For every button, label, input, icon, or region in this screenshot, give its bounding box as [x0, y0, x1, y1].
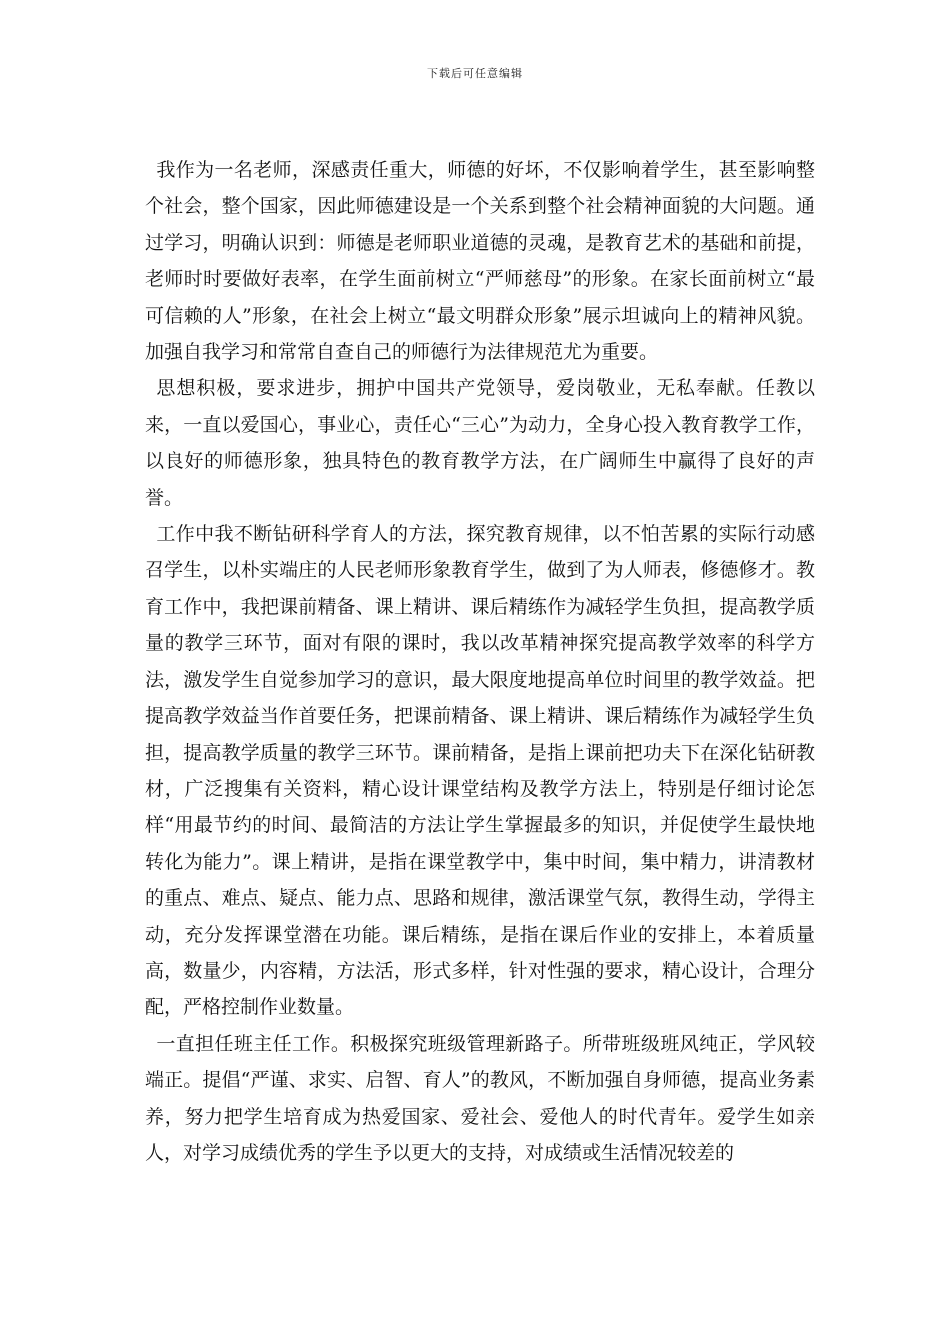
paragraph-1: 我作为一名老师，深感责任重大，师德的好坏，不仅影响着学生，甚至影响整个社会，整个国家，因此师德建设是一个关系到整个社会精神面貌的大问题。通过学习，明确认识到：师德是老师职业道德的灵魂，是教育艺术的基础和前提，老师时时要做好表率，在学生面前树立“严师慈母”的形象。在家长面前树立“最可信赖的人”形象，在社会上树立“最文明群众形象”展示坦诚向上的精神风貌。加强自我学习和常常自查自己的师德行为法律规范尤为重要。	[145, 159, 815, 364]
header-note: 下载后可任意编辑	[427, 67, 523, 80]
document-body	[145, 152, 815, 1171]
paragraph-4: 一直担任班主任工作。积极探究班级管理新路子。所带班级班风纯正，学风较端正。提倡“严谨、求实、启智、育人”的教风，不断加强自身师德，提高业务素养，努力把学生培育成为热爱国家、爱社会、爱他人的时代青年。爱学生如亲人，对学习成绩优秀的学生予以更大的支持，对成绩或生活情况较差的	[145, 1032, 815, 1164]
paragraph-3: 工作中我不断钻研科学育人的方法，探究教育规律，以不怕苦累的实际行动感召学生，以朴实端庄的人民老师形象教育学生，做到了为人师表，修德修才。教育工作中，我把课前精备、课上精讲、课后精练作为减轻学生负担，提高教学质量的教学三环节，面对有限的课时，我以改革精神探究提高教学效率的科学方法，激发学生自觉参加学习的意识，最大限度地提高单位时间里的教学效益。把提高教学效益当作首要任务，把课前精备、课上精讲、课后精练作为减轻学生负担，提高教学质量的教学三环节。课前精备，是指上课前把功夫下在深化钻研教材，广泛搜集有关资料，精心设计课堂结构及教学方法上，特别是仔细讨论怎样“用最节约的时间、最简洁的方法让学生掌握最多的知识，并促使学生最快地转化为能力”。课上精讲，是指在课堂教学中，集中时间，集中精力，讲清教材的重点、难点、疑点、能力点、思路和规律，激活课堂气氛，教得生动，学得主动，充分发挥课堂潜在功能。课后精练，是指在课后作业的安排上，本着质量高，数量少，内容精，方法活，形式多样，针对性强的要求，精心设计，合理分配，严格控制作业数量。	[145, 523, 815, 1019]
paragraph-2: 思想积极，要求进步，拥护中国共产党领导，爱岗敬业，无私奉献。任教以来，一直以爱国心，事业心，责任心“三心”为动力，全身心投入教育教学工作，以良好的师德形象，独具特色的教育教学方法，在广阔师生中赢得了良好的声誉。	[145, 377, 815, 509]
